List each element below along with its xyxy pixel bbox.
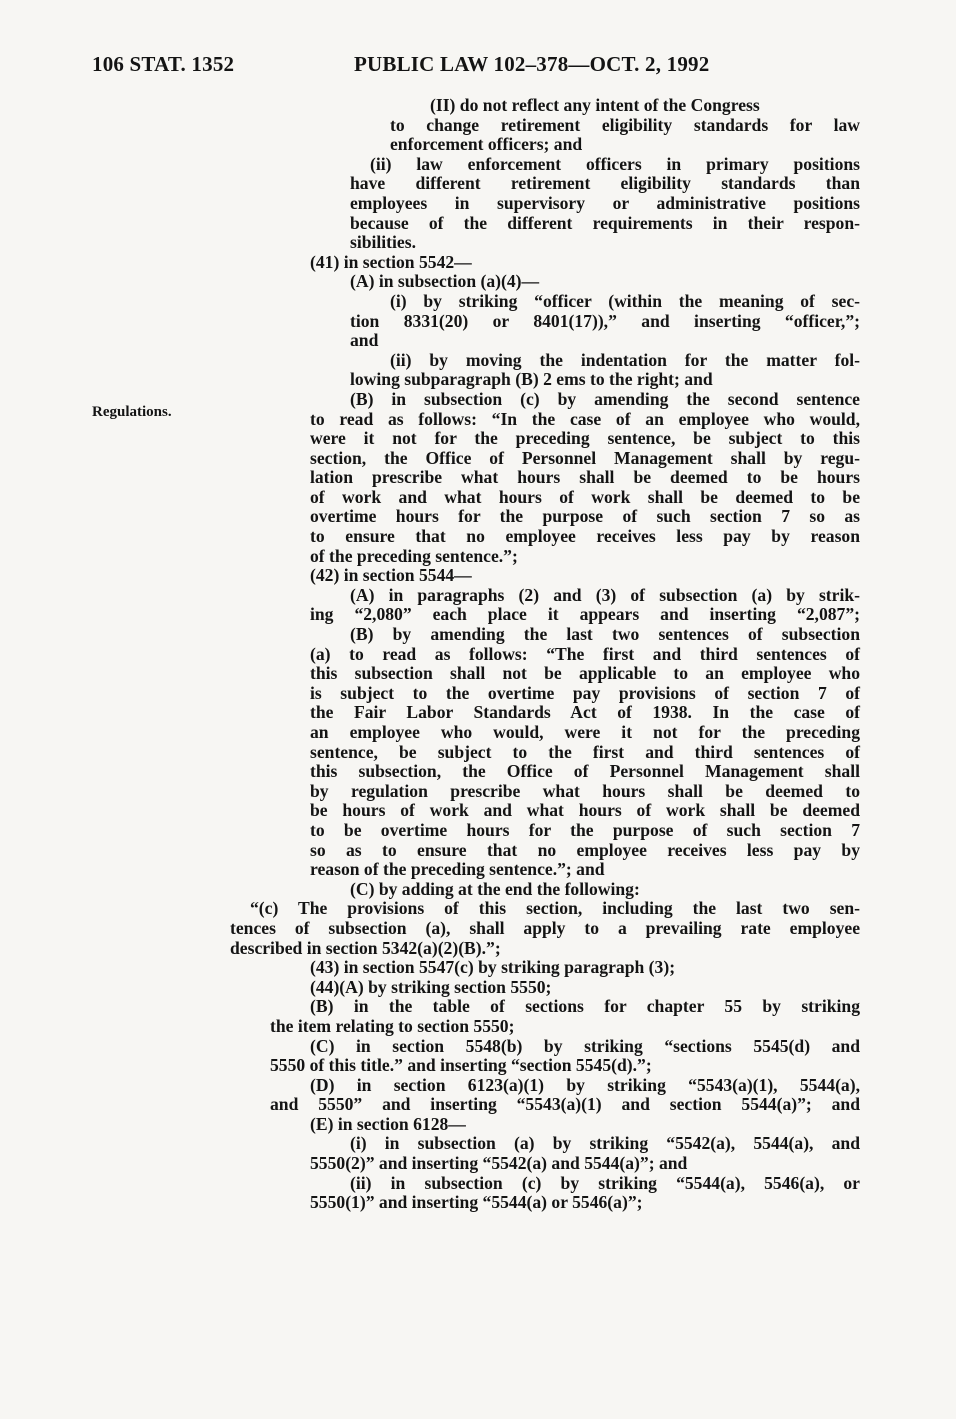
text-line: of the preceding sentence.”; <box>310 545 518 566</box>
text-line: (II) do not reflect any intent of the Congress <box>430 95 760 115</box>
text-line: (E) in section 6128— <box>310 1113 466 1134</box>
text-line: sentence, be subject to the first and third sentences of <box>310 741 860 762</box>
text-line: (ii) law enforcement officers in primary positions <box>370 153 860 174</box>
text-line: of work and what hours of work shall be deemed to be <box>310 486 860 507</box>
text-line: (43) in section 5547(c) by striking paragraph (3); <box>310 957 676 978</box>
text-line: (44)(A) by striking section 5550; <box>310 976 552 997</box>
text-line: (D) in section 6123(a)(1) by striking “5543(a)(1), 5544(a), <box>310 1074 860 1095</box>
text-line: (i) in subsection (a) by striking “5542(a), 5544(a), and <box>350 1133 860 1154</box>
text-line: enforcement officers; and <box>390 134 583 155</box>
text-line: (ii) by moving the indentation for the matter fol- <box>390 349 860 370</box>
text-line: have different retirement eligibility standards than <box>350 173 860 194</box>
text-line: lation prescribe what hours shall be deemed to be hours <box>310 467 860 488</box>
text-line: section, the Office of Personnel Management shall by regu- <box>310 447 860 468</box>
text-line: this subsection, the Office of Personnel Management shall <box>310 761 860 782</box>
text-line: and 5550” and inserting “5543(a)(1) and section 5544(a)”; and <box>270 1094 860 1115</box>
text-line: (A) in subsection (a)(4)— <box>350 271 540 292</box>
text-line: tion 8331(20) or 8401(17)),” and inserting “officer,”; <box>350 310 860 331</box>
text-line: overtime hours for the purpose of such section 7 so as <box>310 506 860 527</box>
text-line: to be overtime hours for the purpose of such section 7 <box>310 819 860 840</box>
law-title: PUBLIC LAW 102–378—OCT. 2, 1992 <box>354 52 710 76</box>
text-line: this subsection shall not be applicable to an employee who <box>310 663 860 684</box>
text-line: ing “2,080” each place it appears and inserting “2,087”; <box>310 604 860 625</box>
text-line: an employee who would, were it not for the preceding <box>310 722 860 742</box>
text-line: by regulation prescribe what hours shall be deemed to <box>310 780 860 801</box>
text-line: (B) in subsection (c) by amending the second sentence <box>350 388 860 409</box>
text-line: “(c) The provisions of this section, including the last two sen- <box>250 898 860 919</box>
text-line: the Fair Labor Standards Act of 1938. In the case of <box>310 702 860 723</box>
text-line: because of the different requirements in their respon- <box>350 212 860 233</box>
text-line: the item relating to section 5550; <box>270 1015 515 1036</box>
text-line: to read as follows: “In the case of an employee who would, <box>310 408 860 429</box>
text-line: sibilities. <box>350 232 416 253</box>
text-line: so as to ensure that no employee receives less pay by <box>310 839 860 860</box>
text-line: 5550 of this title.” and inserting “section 5545(d).”; <box>270 1055 652 1076</box>
text-line: were it not for the preceding sentence, be subject to this <box>310 428 860 449</box>
text-line: 5550(1)” and inserting “5544(a) or 5546(a)”; <box>310 1192 643 1213</box>
text-line: tences of subsection (a), shall apply to a prevailing rate employee <box>230 917 860 938</box>
text-line: reason of the preceding sentence.”; and <box>310 859 605 880</box>
page-reference: 106 STAT. 1352 <box>92 52 235 76</box>
text-line: and <box>350 330 379 351</box>
text-line: be hours of work and what hours of work shall be deemed <box>310 800 860 821</box>
text-line: to ensure that no employee receives less pay by reason <box>310 526 860 547</box>
text-line: (42) in section 5544— <box>310 565 472 586</box>
text-line: 5550(2)” and inserting “5542(a) and 5544(a)”; and <box>310 1153 688 1174</box>
text-line: (41) in section 5542— <box>310 251 472 272</box>
statute-body <box>220 96 860 1213</box>
text-line: (i) by striking “officer (within the meaning of sec- <box>390 290 860 311</box>
text-line: (C) in section 5548(b) by striking “sections 5545(d) and <box>310 1035 860 1056</box>
text-line: described in section 5342(a)(2)(B).”; <box>230 937 501 958</box>
text-line: (B) in the table of sections for chapter 55 by striking <box>310 996 860 1017</box>
margin-note-regulations: Regulations. <box>92 404 172 420</box>
text-line: employees in supervisory or administrative positions <box>350 192 860 213</box>
text-line: (A) in paragraphs (2) and (3) of subsection (a) by strik- <box>350 584 860 605</box>
text-line: lowing subparagraph (B) 2 ems to the right; and <box>350 369 713 390</box>
text-line: is subject to the overtime pay provisions of section 7 of <box>310 682 860 703</box>
text-line: (a) to read as follows: “The first and third sentences of <box>310 643 860 664</box>
text-line: to change retirement eligibility standards for law <box>390 114 860 135</box>
text-line: (B) by amending the last two sentences of subsection <box>350 624 860 645</box>
text-line: (C) by adding at the end the following: <box>350 878 640 899</box>
text-line: (ii) in subsection (c) by striking “5544(a), 5546(a), or <box>350 1172 860 1193</box>
